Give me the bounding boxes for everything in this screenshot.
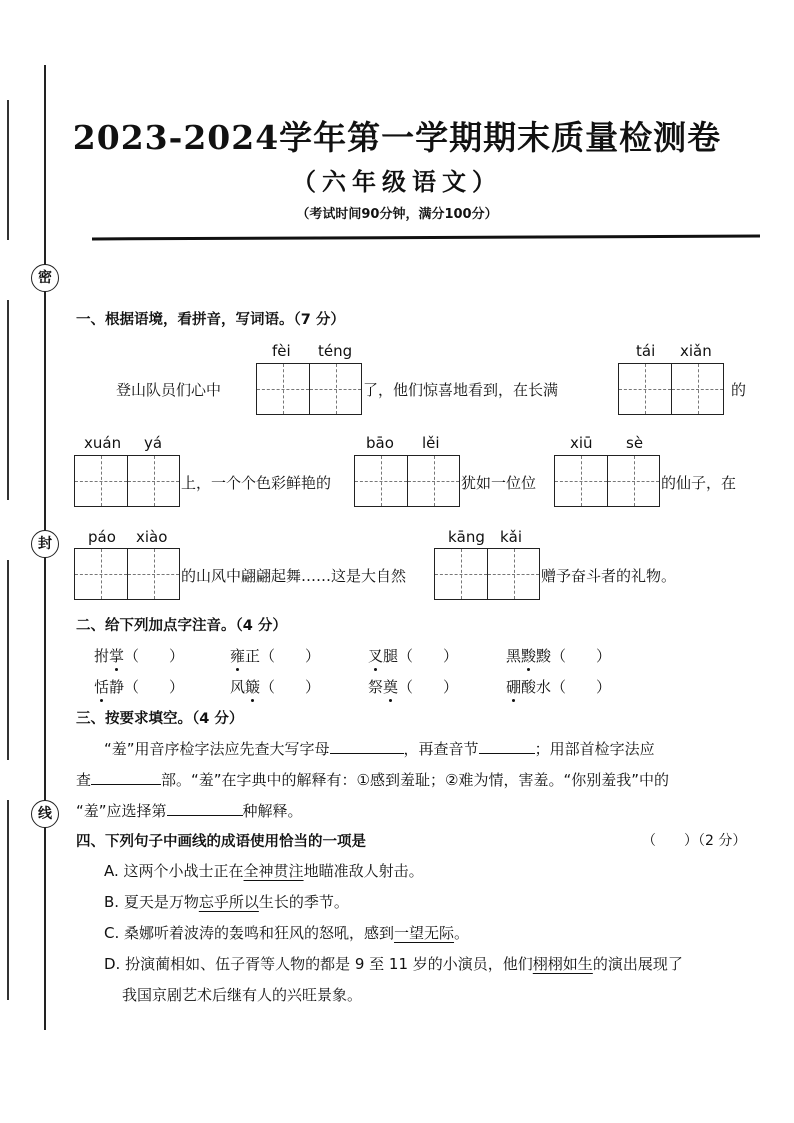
- pinyin-item[interactable]: 恬静（ ）: [94, 678, 185, 696]
- write-grid-xiuse[interactable]: [554, 455, 660, 507]
- q4-heading: 四、下列句子中画线的成语使用恰当的一项是: [76, 834, 366, 850]
- pinyin: xiào: [136, 528, 168, 546]
- pinyin-item[interactable]: 拊掌（ ）: [94, 647, 185, 665]
- sentence-text: 了，他们惊喜地看到，在长满: [363, 381, 559, 399]
- write-grid-taixian[interactable]: [618, 363, 724, 415]
- blank-radical[interactable]: [91, 770, 161, 785]
- number-fill-line: [7, 800, 9, 1000]
- sentence-text: 上，一个个色彩鲜艳的: [181, 474, 332, 492]
- pinyin: lěi: [422, 434, 440, 452]
- school-fill-line: [7, 560, 9, 760]
- write-grid-baolei[interactable]: [354, 455, 460, 507]
- pinyin: fèi: [272, 342, 291, 360]
- sentence-text: 的山风中翩翩起舞……这是大自然: [181, 567, 407, 585]
- seal-feng: 封: [31, 530, 59, 558]
- pinyin-item[interactable]: 祭奠（ ）: [368, 678, 459, 696]
- header-rule: [92, 235, 760, 241]
- pinyin: sè: [626, 434, 644, 452]
- exam-title: 2023-2024学年第一学期期末质量检测卷: [72, 118, 722, 157]
- pinyin: bāo: [366, 434, 394, 452]
- q3-heading: 三、按要求填空。（4 分）: [76, 711, 244, 727]
- class-fill-line: [7, 300, 9, 500]
- option-d[interactable]: D. 扮演蔺相如、伍子胥等人物的都是 9 至 11 岁的小演员，他们栩栩如生的演出展现了: [104, 955, 683, 973]
- write-grid-xuanya[interactable]: [74, 455, 180, 507]
- q1-heading: 一、根据语境，看拼音，写词语。（7 分）: [76, 312, 345, 328]
- pinyin: yá: [144, 434, 163, 452]
- pinyin: páo: [88, 528, 116, 546]
- blank-meaning[interactable]: [167, 801, 243, 816]
- q4-answer-score[interactable]: （ ）（2 分）: [642, 833, 747, 849]
- pinyin-item[interactable]: 叉腿（ ）: [368, 647, 459, 665]
- sentence-text: 犹如一位位: [461, 474, 537, 492]
- blank-syllable[interactable]: [479, 739, 535, 754]
- write-grid-feiteng[interactable]: [256, 363, 362, 415]
- seal-mi: 密: [31, 264, 59, 292]
- pinyin-item[interactable]: 雍正（ ）: [230, 647, 321, 665]
- option-d-line-2: 我国京剧艺术后继有人的兴旺景象。: [122, 986, 363, 1004]
- sentence-text: 的仙子，在: [661, 474, 737, 492]
- pinyin: kǎi: [500, 528, 523, 546]
- exam-note: （考试时间90分钟，满分100分）: [296, 207, 498, 222]
- pinyin: xuán: [84, 434, 122, 452]
- pinyin-item[interactable]: 硼酸水（ ）: [506, 678, 612, 696]
- q2-heading: 二、给下列加点字注音。（4 分）: [76, 618, 287, 634]
- pinyin-item[interactable]: 黑黢黢（ ）: [506, 647, 612, 665]
- sentence-text: 的: [731, 381, 747, 399]
- pinyin: téng: [318, 342, 353, 360]
- option-a[interactable]: A. 这两个小战士正在全神贯注地瞄准敌人射击。: [104, 862, 424, 880]
- blank-letter[interactable]: [330, 739, 404, 754]
- sentence-text: 登山队员们心中: [116, 381, 222, 399]
- exam-subtitle: （六年级语文）: [292, 168, 502, 196]
- pinyin-item[interactable]: 风簸（ ）: [230, 678, 321, 696]
- pinyin: xiǎn: [680, 342, 712, 360]
- write-grid-paoxiao[interactable]: [74, 548, 180, 600]
- option-c[interactable]: C. 桑娜听着波涛的轰鸣和狂风的怒吼，感到一望无际。: [104, 924, 470, 942]
- sentence-text: 赠予奋斗者的礼物。: [541, 567, 677, 585]
- write-grid-kangkai[interactable]: [434, 548, 540, 600]
- q3-line-2: 查 部。“羞”在字典中的解释有：①感到羞耻；②难为情，害羞。“你别羞我”中的: [76, 771, 669, 789]
- q3-line-3: “羞”应选择第 种解释。: [76, 802, 303, 820]
- pinyin: tái: [636, 342, 656, 360]
- seal-xian: 线: [31, 800, 59, 828]
- pinyin: kāng: [448, 528, 485, 546]
- q3-line-1: “羞”用音序检字法应先查大写字母 ，再查音节 ；用部首检字法应: [104, 740, 655, 758]
- option-b[interactable]: B. 夏天是万物忘乎所以生长的季节。: [104, 893, 349, 911]
- pinyin: xiū: [570, 434, 593, 452]
